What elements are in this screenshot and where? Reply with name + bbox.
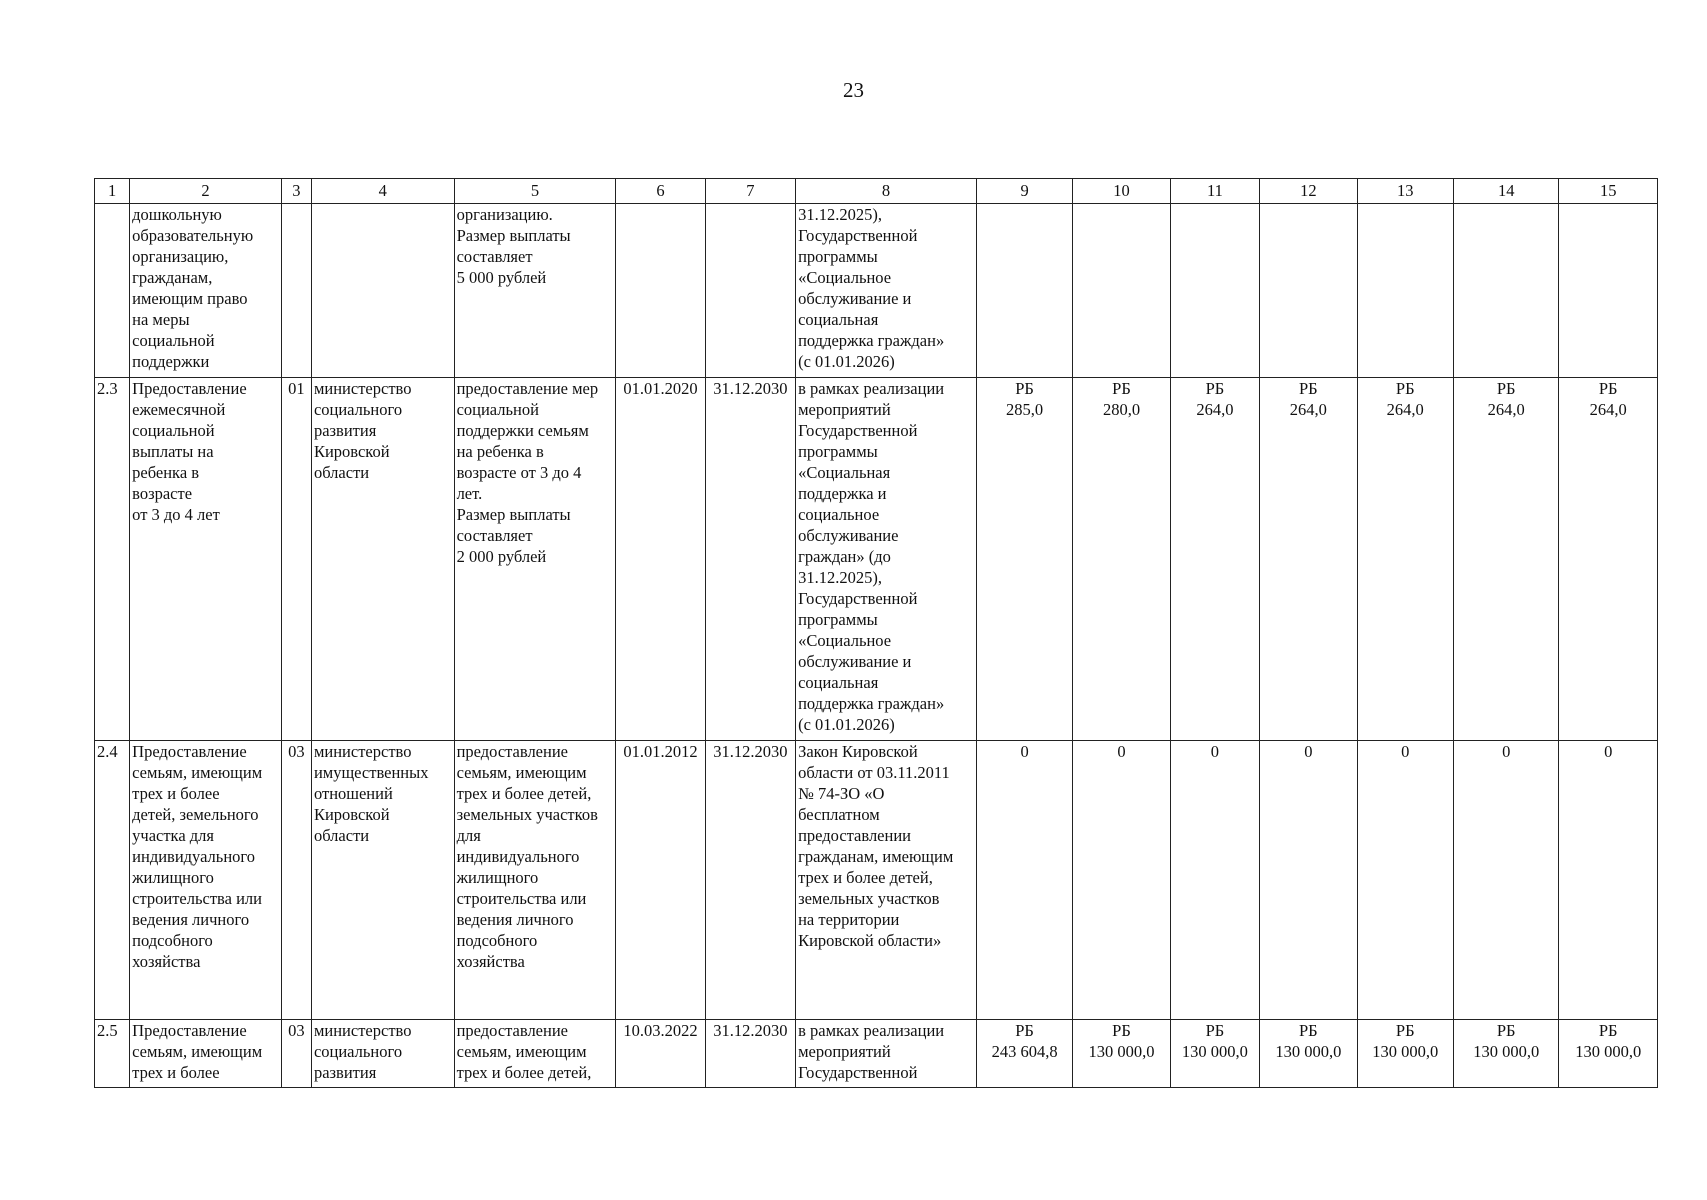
row-number: 2.4 [95,741,130,1020]
col-header: 12 [1260,179,1357,204]
amount-cell: 0 [1260,741,1357,1020]
amount-cell: РБ 264,0 [1559,378,1658,741]
end-date: 31.12.2030 [705,378,795,741]
amount-cell: РБ 280,0 [1073,378,1170,741]
legal-basis: в рамках реализации мероприятий Государственной [796,1020,977,1088]
col-header: 13 [1357,179,1453,204]
amount-cell: 0 [1170,741,1259,1020]
end-date [705,204,795,378]
col-header: 6 [616,179,705,204]
code [281,204,311,378]
amount-cell [1260,204,1357,378]
amount-cell: 0 [976,741,1072,1020]
amount-cell [1170,204,1259,378]
amount-cell: РБ 130 000,0 [1453,1020,1558,1088]
amount-cell: РБ 130 000,0 [1260,1020,1357,1088]
start-date: 10.03.2022 [616,1020,705,1088]
responsible-body: министерство социального развития Кировской области [311,378,454,741]
amount-cell [1453,204,1558,378]
row-number: 2.3 [95,378,130,741]
code: 01 [281,378,311,741]
measure-name: Предоставление ежемесячной социальной выплаты на ребенка в возрасте от 3 до 4 лет [130,378,282,741]
col-header: 7 [705,179,795,204]
col-header: 9 [976,179,1072,204]
measure-name: Предоставление семьям, имеющим трех и более [130,1020,282,1088]
end-date: 31.12.2030 [705,741,795,1020]
amount-cell [1357,204,1453,378]
row-number [95,204,130,378]
col-header: 5 [454,179,616,204]
legal-basis: 31.12.2025), Государственной программы «Социальное обслуживание и социальная поддержка граждан» (с 01.01.2026) [796,204,977,378]
amount-cell: 0 [1357,741,1453,1020]
amount-cell: РБ 264,0 [1453,378,1558,741]
col-header: 1 [95,179,130,204]
table-row [95,741,1658,1020]
description: организацию. Размер выплаты составляет 5 000 рублей [454,204,616,378]
col-header: 8 [796,179,977,204]
col-header: 11 [1170,179,1259,204]
legal-basis: Закон Кировской области от 03.11.2011 № 74-ЗО «О бесплатном предоставлении гражданам, имеющим трех и более детей, земельных участков на территории Кировской области» [796,741,977,1020]
measure-name: дошкольную образовательную организацию, гражданам, имеющим право на меры социальной поддержки [130,204,282,378]
description: предоставление мер социальной поддержки семьям на ребенка в возрасте от 3 до 4 лет. Размер выплаты составляет 2 000 рублей [454,378,616,741]
amount-cell: РБ 264,0 [1357,378,1453,741]
col-header: 3 [281,179,311,204]
amount-cell: РБ 130 000,0 [1357,1020,1453,1088]
responsible-body: министерство социального развития [311,1020,454,1088]
amount-cell: РБ 243 604,8 [976,1020,1072,1088]
amount-cell: РБ 264,0 [1170,378,1259,741]
start-date [616,204,705,378]
start-date: 01.01.2012 [616,741,705,1020]
measure-name: Предоставление семьям, имеющим трех и более детей, земельного участка для индивидуального жилищного строительства или ведения личного подсобного хозяйства [130,741,282,1020]
amount-cell: РБ 130 000,0 [1073,1020,1170,1088]
code: 03 [281,1020,311,1088]
amount-cell: РБ 130 000,0 [1559,1020,1658,1088]
responsible-body: министерство имущественных отношений Кировской области [311,741,454,1020]
code: 03 [281,741,311,1020]
col-header: 15 [1559,179,1658,204]
amount-cell [976,204,1072,378]
description: предоставление семьям, имеющим трех и более детей, земельных участков для индивидуального жилищного строительства или ведения личного подсобного хозяйства [454,741,616,1020]
col-header: 10 [1073,179,1170,204]
col-header: 14 [1453,179,1558,204]
col-header: 2 [130,179,282,204]
amount-cell: 0 [1453,741,1558,1020]
col-header: 4 [311,179,454,204]
amount-cell: РБ 285,0 [976,378,1072,741]
page-number: 23 [843,78,864,102]
start-date: 01.01.2020 [616,378,705,741]
amount-cell: 0 [1559,741,1658,1020]
amount-cell: РБ 264,0 [1260,378,1357,741]
amount-cell [1073,204,1170,378]
legal-basis: в рамках реализации мероприятий Государственной программы «Социальная поддержка и социальное обслуживание граждан» (до 31.12.2025), Государственной программы «Социальное обслуживание и социальная поддержка граждан» (с 01.01.2026) [796,378,977,741]
amount-cell [1559,204,1658,378]
table-row [95,204,1658,378]
table-row [95,1020,1658,1088]
row-number: 2.5 [95,1020,130,1088]
amount-cell: 0 [1073,741,1170,1020]
header-row [95,179,1658,204]
responsible-body [311,204,454,378]
budget-table [94,178,1658,1088]
amount-cell: РБ 130 000,0 [1170,1020,1259,1088]
end-date: 31.12.2030 [705,1020,795,1088]
description: предоставление семьям, имеющим трех и более детей, [454,1020,616,1088]
table-row [95,378,1658,741]
